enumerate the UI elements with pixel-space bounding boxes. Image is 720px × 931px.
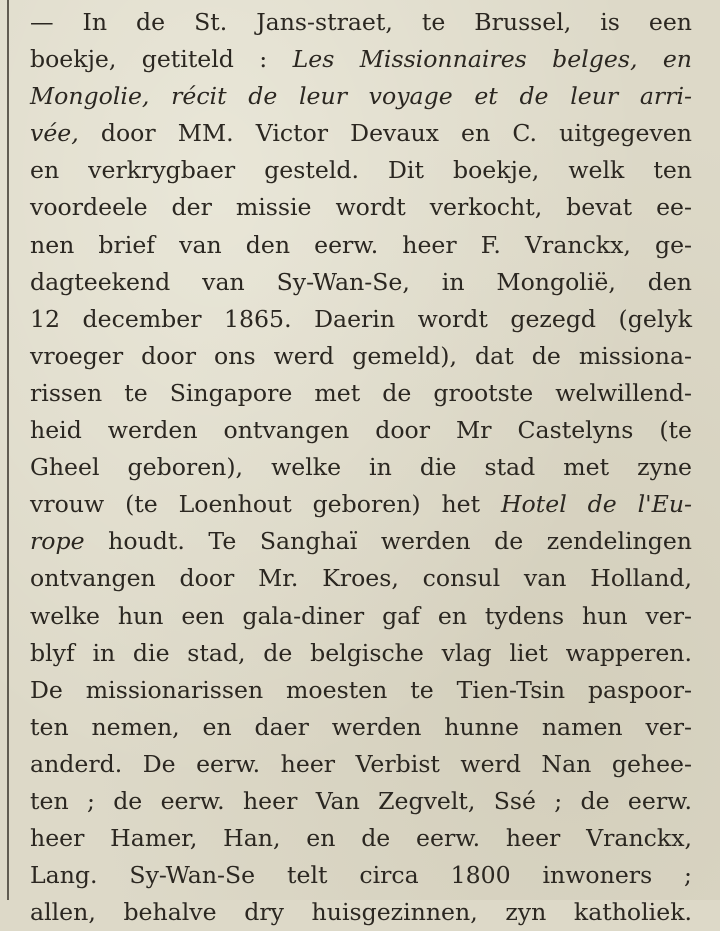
text-line bbox=[30, 672, 692, 709]
italic-text: Mongolie, récit de leur voyage et de leur arri- bbox=[30, 82, 692, 111]
text-line bbox=[30, 264, 692, 301]
text-run: Gheel geboren), welke in die stad met zyne bbox=[30, 453, 692, 482]
text-run: 12 december 1865. Daerin wordt gezegd (gelyk bbox=[30, 304, 692, 333]
text-line bbox=[30, 301, 692, 338]
italic-text: rope bbox=[30, 527, 85, 556]
text-line bbox=[30, 486, 692, 523]
italic-text: Les Missionnaires belges, en bbox=[292, 45, 692, 74]
text-line bbox=[30, 709, 692, 746]
text-run: door MM. Victor Devaux en C. uitgegeven bbox=[78, 119, 692, 148]
text-line bbox=[30, 635, 692, 672]
column-rule bbox=[7, 0, 9, 900]
text-line bbox=[30, 78, 692, 115]
text-run: anderd. De eerw. heer Verbist werd Nan gehee- bbox=[30, 749, 692, 778]
text-run: allen, behalve dry huisgezinnen, zyn katholiek. bbox=[30, 898, 692, 927]
text-run: heer Hamer, Han, en de eerw. heer Vranckx, bbox=[30, 824, 692, 853]
text-line bbox=[30, 4, 692, 41]
text-line bbox=[30, 746, 692, 783]
text-run: heid werden ontvangen door Mr Castelyns (te bbox=[30, 416, 692, 445]
text-line bbox=[30, 115, 692, 152]
text-run: ten nemen, en daer werden hunne namen ver- bbox=[30, 712, 692, 741]
text-run: boekje, getiteld : bbox=[30, 45, 293, 74]
text-run: welke hun een gala-diner gaf en tydens hun ver- bbox=[30, 601, 692, 630]
text-line bbox=[30, 523, 692, 560]
text-run: dagteekend van Sy-Wan-Se, in Mongolië, den bbox=[30, 267, 692, 296]
text-run: Lang. Sy-Wan-Se telt circa 1800 inwoners ; bbox=[30, 861, 692, 890]
text-run: houdt. Te Sanghaï werden de zendelingen bbox=[84, 527, 692, 556]
text-line bbox=[30, 189, 692, 226]
italic-text: Hotel de l'Eu- bbox=[500, 490, 692, 519]
text-line bbox=[30, 894, 692, 931]
text-line bbox=[30, 598, 692, 635]
text-run: vroeger door ons werd gemeld), dat de missiona- bbox=[30, 341, 692, 370]
text-run: voordeele der missie wordt verkocht, bevat ee- bbox=[30, 193, 692, 222]
text-line bbox=[30, 783, 692, 820]
text-line bbox=[30, 412, 692, 449]
text-run: De missionarissen moesten te Tien-Tsin paspoor- bbox=[30, 675, 692, 704]
text-line bbox=[30, 449, 692, 486]
text-line bbox=[30, 560, 692, 597]
text-run: blyf in die stad, de belgische vlag liet wapperen. bbox=[30, 638, 692, 667]
text-line bbox=[30, 41, 692, 78]
text-line bbox=[30, 227, 692, 264]
text-line bbox=[30, 152, 692, 189]
text-line bbox=[30, 857, 692, 894]
text-run: ten ; de eerw. heer Van Zegvelt, Ssé ; de eerw. bbox=[30, 786, 692, 815]
text-line bbox=[30, 375, 692, 412]
text-run: nen brief van den eerw. heer F. Vranckx, ge- bbox=[30, 230, 692, 259]
text-run: — In de St. Jans-straet, te Brussel, is een bbox=[30, 8, 692, 36]
text-line bbox=[30, 820, 692, 857]
italic-text: vée, bbox=[30, 119, 79, 148]
article-text bbox=[30, 4, 692, 931]
text-run: vrouw (te Loenhout geboren) het bbox=[30, 490, 501, 519]
text-line bbox=[30, 338, 692, 375]
text-run: en verkrygbaer gesteld. Dit boekje, welk ten bbox=[30, 156, 692, 185]
text-run: ontvangen door Mr. Kroes, consul van Holland, bbox=[30, 564, 692, 593]
text-run: rissen te Singapore met de grootste welwillend- bbox=[30, 378, 692, 407]
